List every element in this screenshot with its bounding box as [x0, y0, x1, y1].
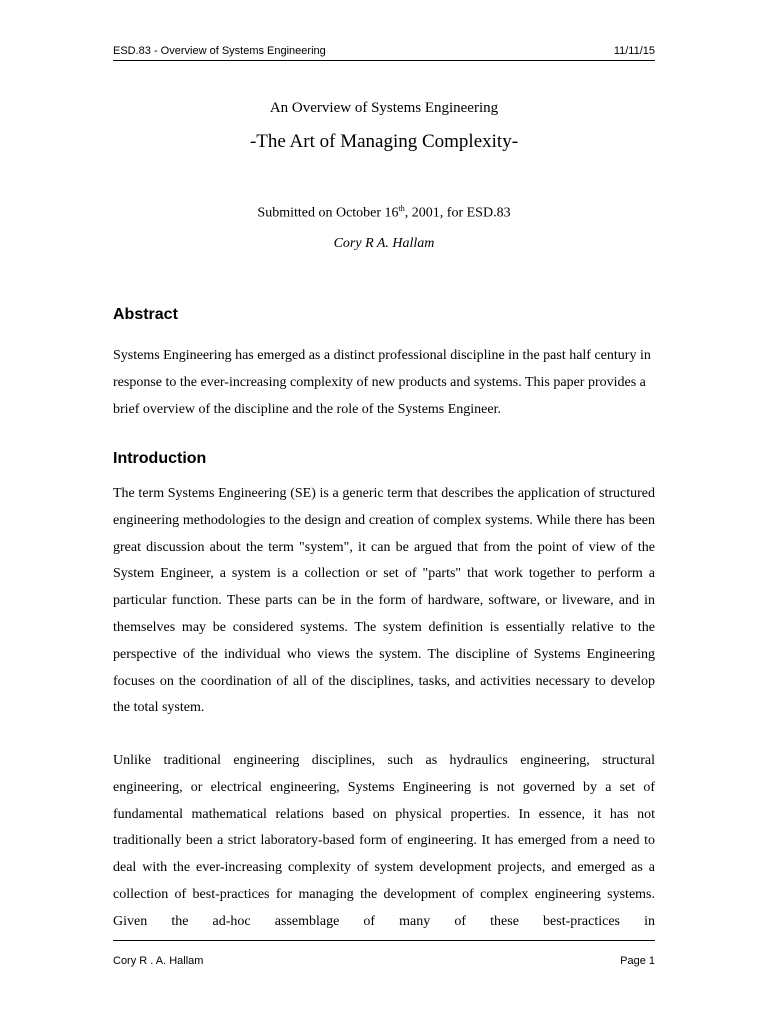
submission-ordinal: th: [398, 204, 405, 213]
introduction-paragraph-1: The term Systems Engineering (SE) is a generic term that describes the application of structured engineering methodologies to the design and creation of complex systems. While there has been great discussion about the term "system", it can be argued that from the point of view of the System Engineer, a system is a collection or set of "parts" that work together to perform a particular function. These parts can be in the form of hardware, software, or liveware, and in themselves may be considered systems. The system definition is essentially relative to the perspective of the individual who views the system. The discipline of Systems Engineering focuses on the coordination of all of the disciplines, tasks, and activities necessary to develop the total system.: [113, 486, 655, 716]
footer-author: Cory R . A. Hallam: [113, 955, 204, 967]
abstract-heading: Abstract: [113, 306, 178, 323]
header-date: 11/11/15: [613, 45, 655, 57]
document-subtitle: -The Art of Managing Complexity-: [249, 131, 519, 152]
author-name: Cory R A. Hallam: [333, 236, 435, 251]
page-header: [113, 45, 655, 61]
abstract-text: Systems Engineering has emerged as a distinct professional discipline in the past half century in response to the ever-increasing complexity of new products and systems. This paper provides a brief overview of the discipline and the role of the Systems Engineer.: [113, 348, 651, 417]
submission-line: [113, 204, 655, 222]
introduction-paragraph-2: Unlike traditional engineering disciplines, such as hydraulics engineering, structural engineering, or electrical engineering, Systems Engineering is not governed by a set of fundamental mathematical relations based on physical properties. In essence, it has not traditionally been a strict laboratory-based form of engineering. It has emerged from a need to deal with the ever-increasing complexity of system development projects, and emerged as a collection of best-practices for managing the development of complex engineering systems. Given the ad-hoc assemblage of many of these best-practices in: [113, 753, 655, 929]
submission-prefix: Submitted on October 16: [257, 205, 399, 221]
document-title: An Overview of Systems Engineering: [269, 100, 499, 116]
header-course-title: ESD.83 - Overview of Systems Engineering: [113, 45, 326, 57]
submission-suffix: , 2001, for ESD.83: [404, 205, 511, 221]
introduction-heading: Introduction: [113, 450, 207, 467]
page-footer: [113, 940, 655, 967]
footer-page-number: Page 1: [620, 955, 655, 967]
